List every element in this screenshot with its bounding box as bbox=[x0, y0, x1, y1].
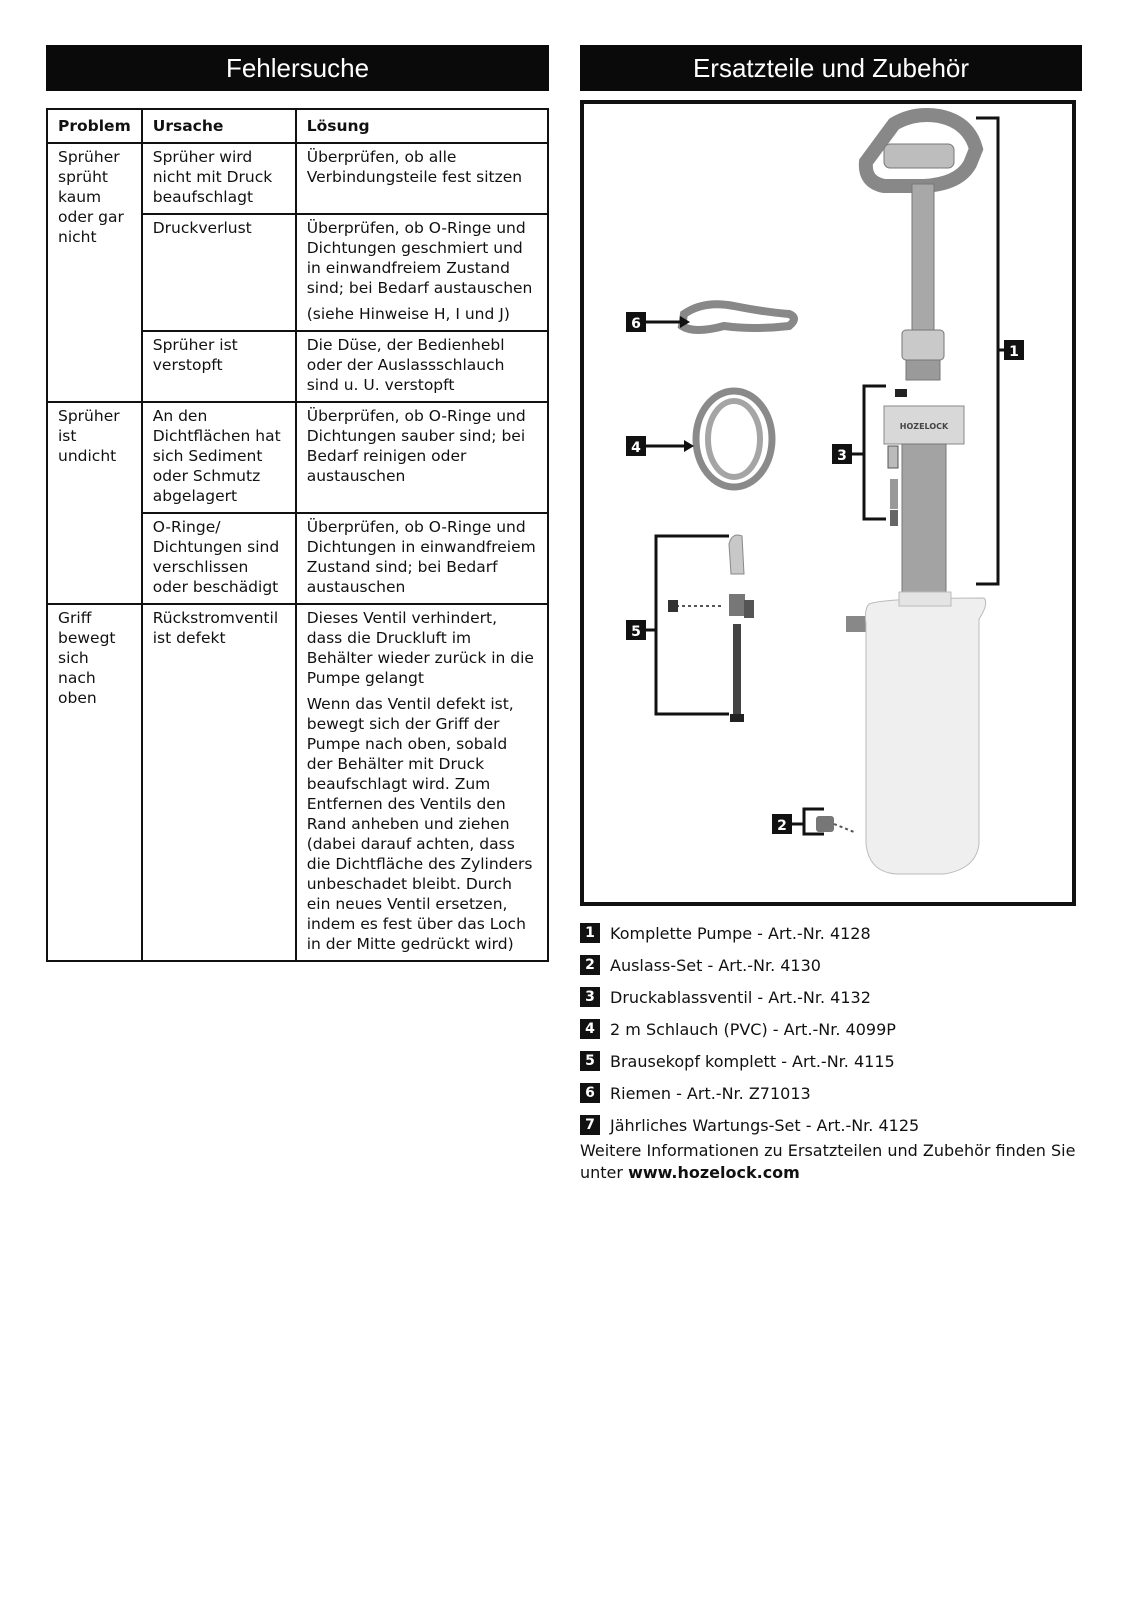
header-problem: Problem bbox=[47, 109, 142, 143]
list-item bbox=[580, 949, 1090, 981]
table-header-row bbox=[47, 109, 548, 143]
parts-list bbox=[580, 917, 1090, 1141]
spray-end bbox=[730, 714, 744, 722]
problem-cell: Griff bewegt sich nach oben bbox=[47, 604, 142, 961]
problem-cell: Sprüher sprüht kaum oder gar nicht bbox=[47, 143, 142, 402]
header-solution: Lösung bbox=[296, 109, 548, 143]
header-cause: Ursache bbox=[142, 109, 296, 143]
solution-text: Überprüfen, ob alle Verbindungsteile fest sitzen bbox=[306, 148, 523, 186]
valve-pin bbox=[890, 479, 898, 509]
bracket-5 bbox=[656, 536, 729, 714]
solution-cell bbox=[296, 402, 548, 513]
solution-cell bbox=[296, 604, 548, 961]
solution-text: Die Düse, der Bedienhebl oder der Auslassschlauch sind u. U. verstopft bbox=[306, 336, 505, 394]
troubleshooting-title: Fehlersuche bbox=[46, 45, 549, 91]
spray-trigger bbox=[744, 600, 754, 618]
part-text: Druckablassventil - Art.-Nr. 4132 bbox=[610, 987, 871, 1007]
pump-nut bbox=[902, 330, 944, 360]
label-4: 4 bbox=[631, 440, 641, 456]
label-3: 3 bbox=[837, 448, 847, 464]
list-item bbox=[580, 917, 1090, 949]
more-info-note bbox=[580, 1140, 1090, 1184]
cause-cell: Sprüher ist verstopft bbox=[142, 331, 296, 402]
bracket-1 bbox=[976, 118, 998, 584]
solution-text: Überprüfen, ob O-Ringe und Dichtungen in einwandfreiem Zustand sind; bei Bedarf austauschen bbox=[306, 518, 536, 596]
label-5: 5 bbox=[631, 624, 641, 640]
cause-cell: Rückstromventil ist defekt bbox=[142, 604, 296, 961]
list-item bbox=[580, 1045, 1090, 1077]
spray-nozzle bbox=[729, 535, 744, 574]
cause-cell: Druckverlust bbox=[142, 214, 296, 331]
pump-collar bbox=[906, 360, 940, 380]
problem-cell: Sprüher ist undicht bbox=[47, 402, 142, 604]
part-text: Komplette Pumpe - Art.-Nr. 4128 bbox=[610, 923, 871, 943]
part-number: 3 bbox=[580, 987, 600, 1007]
solution-note: (siehe Hinweise H, I und J) bbox=[306, 305, 510, 323]
spare-parts-title: Ersatzteile und Zubehör bbox=[580, 45, 1082, 91]
troubleshooting-table bbox=[46, 108, 549, 962]
bracket-3 bbox=[864, 386, 886, 519]
list-item bbox=[580, 1013, 1090, 1045]
parts-diagram bbox=[580, 100, 1076, 906]
part-number: 7 bbox=[580, 1115, 600, 1135]
table-row bbox=[47, 143, 548, 214]
part-number: 2 bbox=[580, 955, 600, 975]
solution-text: Überprüfen, ob O-Ringe und Dichtungen geschmiert und in einwandfreiem Zustand sind; bei Bedarf austauschen bbox=[306, 219, 533, 297]
label-6: 6 bbox=[631, 316, 641, 332]
pump-handle-grip bbox=[884, 144, 954, 168]
table-row bbox=[47, 402, 548, 513]
part-number: 6 bbox=[580, 1083, 600, 1103]
hose-coil-inner bbox=[708, 401, 760, 477]
pump-rod bbox=[912, 184, 934, 334]
tank-neck bbox=[899, 592, 951, 606]
table-row bbox=[47, 604, 548, 961]
part-text: Brausekopf komplett - Art.-Nr. 4115 bbox=[610, 1051, 895, 1071]
label-2: 2 bbox=[777, 818, 787, 834]
list-item bbox=[580, 981, 1090, 1013]
cause-cell: An den Dichtflächen hat sich Sediment oder Schmutz abgelagert bbox=[142, 402, 296, 513]
website-link[interactable]: www.hozelock.com bbox=[628, 1163, 800, 1182]
part-number: 4 bbox=[580, 1019, 600, 1039]
part-text: Auslass-Set - Art.-Nr. 4130 bbox=[610, 955, 821, 975]
spray-small-part bbox=[668, 600, 678, 612]
part-text: Riemen - Art.-Nr. Z71013 bbox=[610, 1083, 811, 1103]
cause-cell: Sprüher wird nicht mit Druck beaufschlagt bbox=[142, 143, 296, 214]
tank-handle-tab bbox=[846, 616, 868, 632]
list-item bbox=[580, 1077, 1090, 1109]
solution-text: Dieses Ventil verhindert, dass die Druckluft im Behälter wieder zurück in die Pumpe gelangt bbox=[306, 609, 534, 687]
part-number: 5 bbox=[580, 1051, 600, 1071]
spray-handle bbox=[729, 594, 745, 616]
solution-cell bbox=[296, 214, 548, 331]
part-text: Jährliches Wartungs-Set - Art.-Nr. 4125 bbox=[610, 1115, 920, 1135]
tank-body bbox=[865, 598, 985, 874]
valve-cap bbox=[895, 389, 907, 397]
list-item bbox=[580, 1109, 1090, 1141]
valve-spring bbox=[888, 446, 898, 468]
spray-wand bbox=[733, 624, 741, 714]
label-1: 1 bbox=[1009, 344, 1019, 360]
pump-cylinder bbox=[902, 444, 946, 594]
solution-text-detail: Wenn das Ventil defekt ist, bewegt sich der Griff der Pumpe nach oben, sobald der Behälter mit Druck beaufschlagt wird. Zum Entfernen des Ventils den Rand anheben und ziehen (dabei darauf achten, dass die Dichtfläche des Zylinders unbeschadet bleibt. Durch ein neues Ventil ersetzen, indem es fest über das Loch in der Mitte gedrückt wird) bbox=[306, 695, 533, 953]
part-number: 1 bbox=[580, 923, 600, 943]
note-text: Weitere Informationen zu Ersatzteilen und Zubehör finden Sie unter bbox=[580, 1141, 1076, 1182]
brand-mark: HOZELOCK bbox=[899, 422, 949, 431]
outlet-fitting bbox=[816, 816, 834, 832]
valve-seal bbox=[890, 510, 898, 526]
cause-cell: O-Ringe/ Dichtungen sind verschlissen oder beschädigt bbox=[142, 513, 296, 604]
strap-shape bbox=[682, 304, 794, 330]
part-text: 2 m Schlauch (PVC) - Art.-Nr. 4099P bbox=[610, 1019, 896, 1039]
solution-text: Überprüfen, ob O-Ringe und Dichtungen sauber sind; bei Bedarf reinigen oder austauschen bbox=[306, 407, 526, 485]
solution-cell bbox=[296, 143, 548, 214]
parts-illustration bbox=[584, 104, 1072, 902]
solution-cell bbox=[296, 331, 548, 402]
solution-cell bbox=[296, 513, 548, 604]
